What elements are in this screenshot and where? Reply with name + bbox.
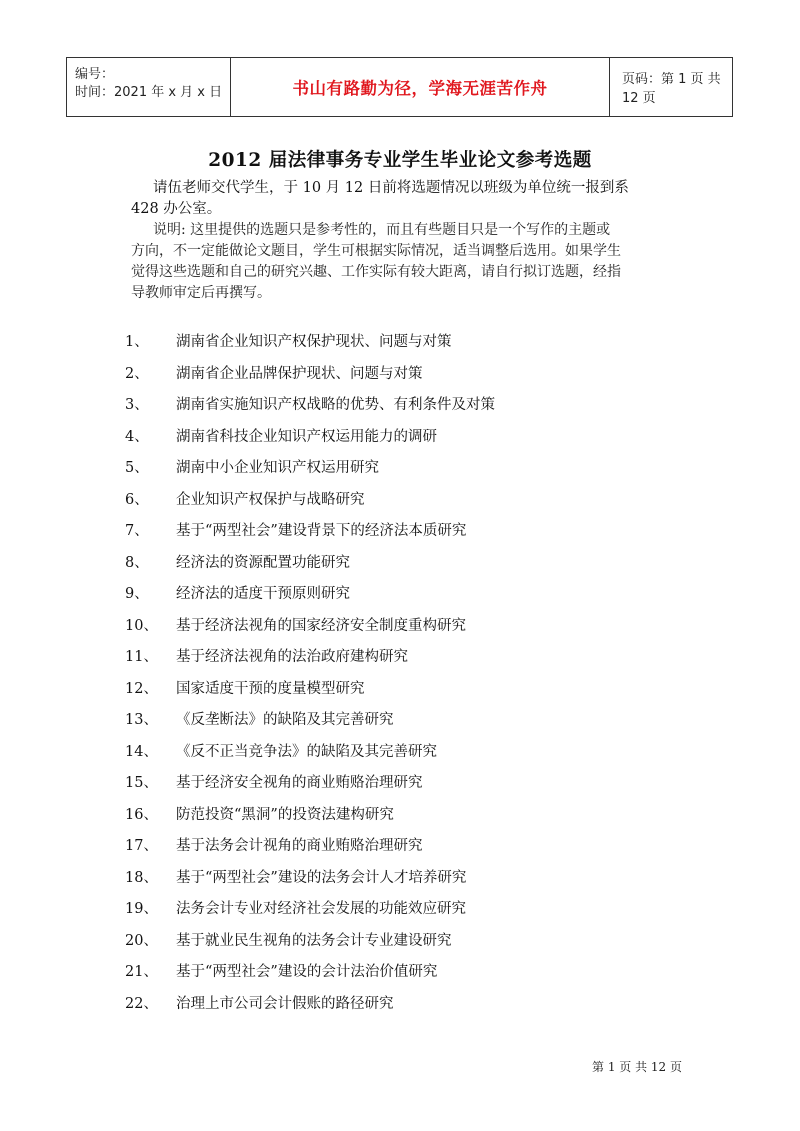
topic-item <box>0 393 800 415</box>
topic-item <box>0 330 800 352</box>
topic-item <box>0 708 800 730</box>
topic-text: 经济法的适度干预原则研究 <box>176 586 350 602</box>
topic-text: 湖南省科技企业知识产权运用能力的调研 <box>176 428 437 445</box>
topic-number: 18、 <box>125 869 158 886</box>
topic-item <box>0 362 800 384</box>
topic-item <box>0 614 800 636</box>
topic-item <box>0 425 800 447</box>
topic-item <box>0 582 800 604</box>
topic-item <box>0 803 800 825</box>
topic-number: 1、 <box>125 334 149 350</box>
topic-number: 5、 <box>125 460 149 476</box>
topic-text: 法务会计专业对经济社会发展的功能效应研究 <box>176 901 466 917</box>
explanation-line-3: 觉得这些选题和自己的研究兴趣、工作实际有较大距离，请自行拟订选题，经指 <box>131 264 621 280</box>
topic-item <box>0 740 800 762</box>
notice-paragraph <box>131 178 691 220</box>
topic-text: 基于经济法视角的法治政府建构研究 <box>176 649 408 665</box>
topic-text: 基于“两型社会”建设背景下的经济法本质研究 <box>176 523 467 539</box>
topic-number: 15、 <box>125 775 158 791</box>
explanation-line-4: 导教师审定后再撰写。 <box>131 285 271 301</box>
topic-item <box>0 929 800 951</box>
topic-item <box>0 488 800 510</box>
topic-number: 16、 <box>125 806 158 823</box>
topic-item <box>0 992 800 1014</box>
topic-text: 《反不正当竞争法》的缺陷及其完善研究 <box>176 743 437 760</box>
topic-item <box>0 834 800 856</box>
topic-text: 《反垄断法》的缺陷及其完善研究 <box>176 712 394 728</box>
page-info: 页码：第 1 页 共 12 页 <box>622 72 721 106</box>
number-label: 编号： <box>75 67 115 82</box>
topic-number: 10、 <box>125 617 158 634</box>
topic-item <box>0 551 800 573</box>
topic-item <box>0 866 800 888</box>
topic-number: 2、 <box>125 365 149 382</box>
topic-item <box>0 677 800 699</box>
topic-number: 7、 <box>125 523 149 539</box>
topic-text: 基于“两型社会”建设的会计法治价值研究 <box>176 964 438 980</box>
topic-number: 8、 <box>125 554 149 571</box>
page-footer: 第 1 页 共 12 页 <box>592 1060 682 1074</box>
explanation-line-1: 说明: 这里提供的选题只是参考性的，而且有些题目只是一个写作的主题或 <box>153 222 611 238</box>
topic-number: 14、 <box>125 743 158 760</box>
topic-text: 湖南省实施知识产权战略的优势、有利条件及对策 <box>176 397 495 413</box>
topic-number: 13、 <box>125 712 158 728</box>
topic-text: 防范投资“黑洞”的投资法建构研究 <box>176 806 394 823</box>
topic-item <box>0 645 800 667</box>
topic-number: 20、 <box>125 932 158 949</box>
header-meta-cell <box>67 58 231 116</box>
topic-number: 12、 <box>125 680 158 697</box>
topic-text: 基于就业民生视角的法务会计专业建设研究 <box>176 932 452 949</box>
topic-text: 基于经济法视角的国家经济安全制度重构研究 <box>176 617 466 634</box>
explanation-line-2: 方向，不一定能做论文题目，学生可根据实际情况，适当调整后选用。如果学生 <box>131 243 621 259</box>
topic-number: 9、 <box>125 586 149 602</box>
topic-item <box>0 897 800 919</box>
topic-number: 17、 <box>125 838 158 854</box>
document-header <box>66 57 733 117</box>
topic-number: 11、 <box>125 649 158 665</box>
topic-text: 湖南省企业知识产权保护现状、问题与对策 <box>176 334 452 350</box>
topic-text: 经济法的资源配置功能研究 <box>176 554 350 571</box>
topic-item <box>0 771 800 793</box>
notice-line-1: 请伍老师交代学生，于 10 月 12 日前将选题情况以班级为单位统一报到系 <box>153 180 629 196</box>
topic-text: 基于法务会计视角的商业贿赂治理研究 <box>176 838 423 854</box>
motto: 书山有路勤为径，学海无涯苦作舟 <box>292 79 548 98</box>
topic-number: 6、 <box>125 491 149 508</box>
page-title: 2012 届法律事务专业学生毕业论文参考选题 <box>208 150 592 171</box>
explanation-paragraph <box>131 220 691 304</box>
topic-text: 基于经济安全视角的商业贿赂治理研究 <box>176 775 423 791</box>
topic-text: 治理上市公司会计假账的路径研究 <box>176 995 394 1012</box>
topic-number: 3、 <box>125 397 149 413</box>
topic-number: 22、 <box>125 995 158 1012</box>
header-motto-cell <box>231 58 610 116</box>
topic-number: 19、 <box>125 901 158 917</box>
header-page-cell <box>610 58 732 116</box>
topic-number: 4、 <box>125 428 149 445</box>
time-label: 时间：2021 年 x 月 x 日 <box>75 85 223 100</box>
topic-text: 湖南中小企业知识产权运用研究 <box>176 460 379 476</box>
topic-item <box>0 960 800 982</box>
topic-text: 国家适度干预的度量模型研究 <box>176 680 365 697</box>
topic-text: 湖南省企业品牌保护现状、问题与对策 <box>176 365 423 382</box>
notice-line-2: 428 办公室。 <box>131 201 222 217</box>
topic-item <box>0 456 800 478</box>
topic-text: 企业知识产权保护与战略研究 <box>176 491 365 508</box>
topic-text: 基于“两型社会”建设的法务会计人才培养研究 <box>176 869 467 886</box>
topic-number: 21、 <box>125 964 158 980</box>
topic-item <box>0 519 800 541</box>
